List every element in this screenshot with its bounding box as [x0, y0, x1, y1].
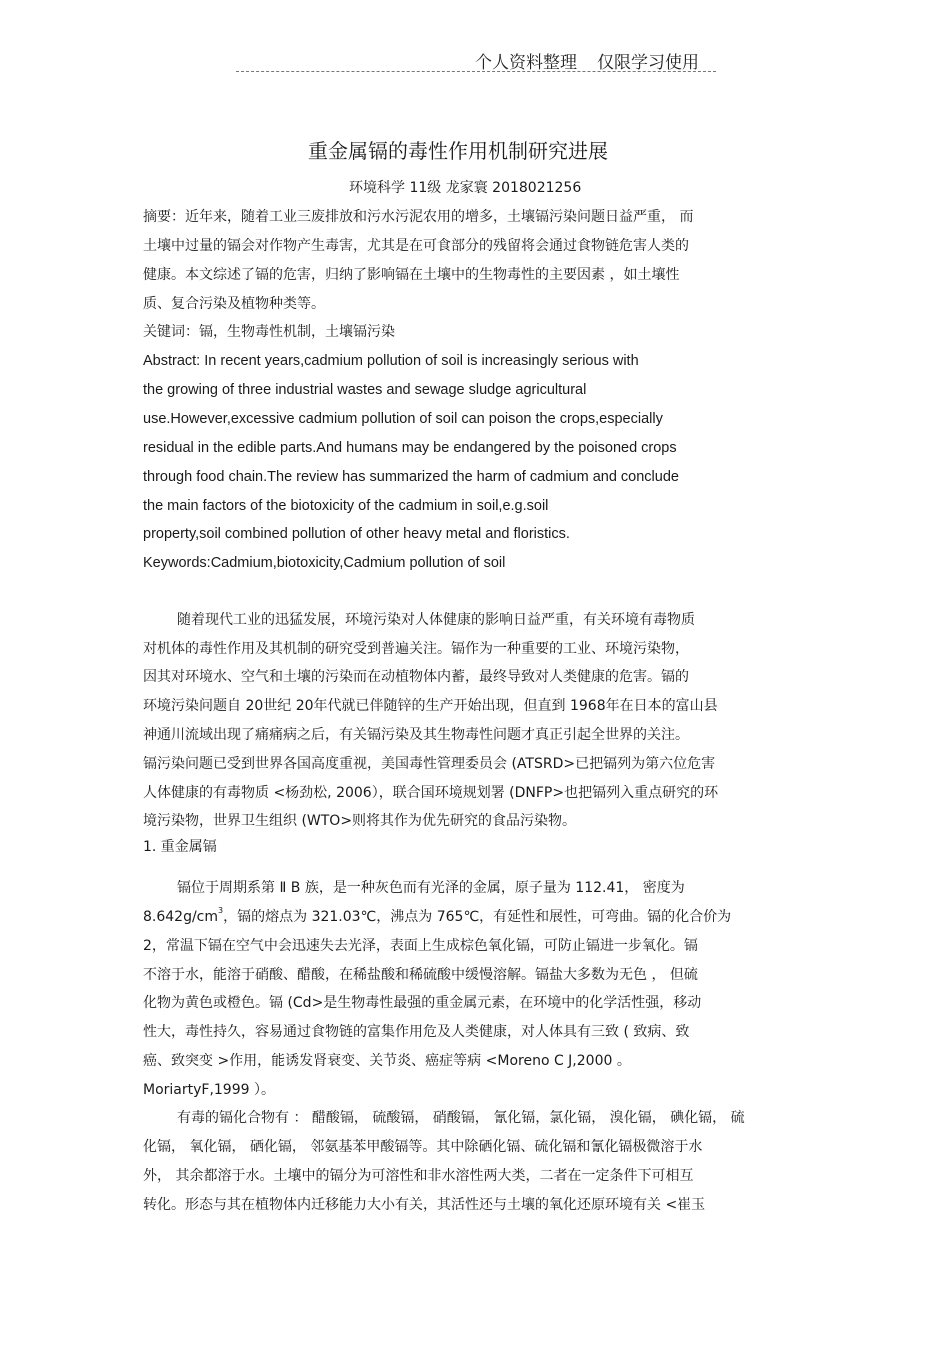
body-text-line: 化镉， 氧化镉， 硒化镉， 邻氨基苯甲酸镉等。其中除硒化镉、硫化镉和氰化镉极微溶于水 — [143, 1139, 703, 1155]
abstract-cn-line: 质、复合污染及植物种类等。 — [143, 296, 325, 312]
abstract-en-line: Abstract: In recent years,cadmium pollution of soil is increasingly serious with — [143, 353, 639, 369]
keywords-en: Keywords:Cadmium,biotoxicity,Cadmium pollution of soil — [143, 555, 506, 571]
body-text-line: 化物为黄色或橙色。镉 (Cd>是生物毒性最强的重金属元素，在环境中的化学活性强，移动 — [143, 995, 702, 1011]
body-text-line: 环境污染问题自 20世纪 20年代就已伴随锌的生产开始出现，但直到 1968年在日本的富山县 — [143, 698, 718, 714]
header-left-text: 个人资料整理 — [475, 53, 577, 73]
abstract-en-line: residual in the edible parts.And humans may be endangered by the poisoned crops — [143, 440, 677, 456]
header-divider — [236, 71, 716, 72]
abstract-en-line: the main factors of the biotoxicity of the cadmium in soil,e.g.soil — [143, 498, 549, 514]
body-text-line: 外， 其余都溶于水。土壤中的镉分为可溶性和非水溶性两大类，二者在一定条件下可相互 — [143, 1168, 694, 1184]
body-text-line: 转化。形态与其在植物体内迁移能力大小有关，其活性还与土壤的氧化还原环境有关 <崔玉 — [143, 1197, 706, 1213]
body-text-line: 有毒的镉化合物有 ： 醋酸镉， 硫酸镉， 硝酸镉， 氰化镉，氯化镉， 溴化镉， 碘化镉， 硫 — [177, 1110, 745, 1126]
abstract-en-line: through food chain.The review has summarized the harm of cadmium and conclude — [143, 469, 679, 485]
paper-title: 重金属镉的毒性作用机制研究进展 — [308, 139, 608, 163]
page-header — [475, 48, 699, 73]
density-value: 8.642g/cm — [143, 909, 219, 925]
body-text-line: 境污染物，世界卫生组织 (WTO>则将其作为优先研究的食品污染物。 — [143, 813, 577, 829]
abstract-cn-line: 健康。本文综述了镉的危害，归纳了影响镉在土壤中的生物毒性的主要因素 ，如土壤性 — [143, 267, 680, 283]
body-text-fragment: ，镉的熔点为 321.03℃，沸点为 765℃，有延性和展性，可弯曲。镉的化合价为 — [223, 909, 732, 925]
body-text-line: 随着现代工业的迅猛发展，环境污染对人体健康的影响日益严重，有关环境有毒物质 — [177, 612, 695, 628]
body-text-line: 人体健康的有毒物质 <杨劲松, 2006），联合国环境规划署 (DNFP>也把镉列入重点研究的环 — [143, 785, 719, 801]
body-text-line: 癌、致突变 >作用，能诱发肾衰变、关节炎、癌症等病 <Moreno C J,2000 。 — [143, 1053, 631, 1069]
body-text-line: 2，常温下镉在空气中会迅速失去光泽，表面上生成棕色氧化镉，可防止镉进一步氧化。镉 — [143, 938, 698, 954]
body-text-line: 对机体的毒性作用及其机制的研究受到普遍关注。镉作为一种重要的工业、环境污染物， — [143, 641, 689, 657]
body-text-line: 镉污染问题已受到世界各国高度重视，美国毒性管理委员会 (ATSRD>已把镉列为第六位危害 — [143, 756, 716, 772]
abstract-en-line: the growing of three industrial wastes and sewage sludge agricultural — [143, 382, 587, 398]
body-text-line — [143, 906, 732, 925]
author-line: 环境科学 11级 龙家寰 2018021256 — [349, 180, 582, 196]
body-text-line: 因其对环境水、空气和土壤的污染而在动植物体内蓄，最终导致对人类健康的危害。镉的 — [143, 669, 689, 685]
body-text-line: 神通川流域出现了痛痛病之后，有关镉污染及其生物毒性问题才真正引起全世界的关注。 — [143, 727, 689, 743]
body-text-line: MoriartyF,1999 ）。 — [143, 1082, 275, 1098]
section-heading: 1. 重金属镉 — [143, 839, 217, 855]
body-text-line: 不溶于水，能溶于硝酸、醋酸，在稀盐酸和稀硫酸中缓慢溶解。镉盐大多数为无色 ， 但硫 — [143, 967, 698, 983]
abstract-cn-line: 摘要：近年来，随着工业三废排放和污水污泥农用的增多，土壤镉污染问题日益严重， 而 — [143, 209, 694, 225]
header-right-text: 仅限学习使用 — [597, 53, 699, 73]
body-text-line: 性大，毒性持久，容易通过食物链的富集作用危及人类健康，对人体具有三致 ( 致病、致 — [143, 1024, 690, 1040]
keywords-cn: 关键词：镉，生物毒性机制，土壤镉污染 — [143, 324, 395, 340]
abstract-en-line: use.However,excessive cadmium pollution of soil can poison the crops,especially — [143, 411, 663, 427]
body-text-line: 镉位于周期系第 Ⅱ B 族，是一种灰色而有光泽的金属，原子量为 112.41， 密度为 — [177, 880, 685, 896]
abstract-cn-line: 土壤中过量的镉会对作物产生毒害，尤其是在可食部分的残留将会通过食物链危害人类的 — [143, 238, 689, 254]
abstract-en-line: property,soil combined pollution of other heavy metal and floristics. — [143, 526, 570, 542]
superscript: 3 — [218, 906, 224, 915]
